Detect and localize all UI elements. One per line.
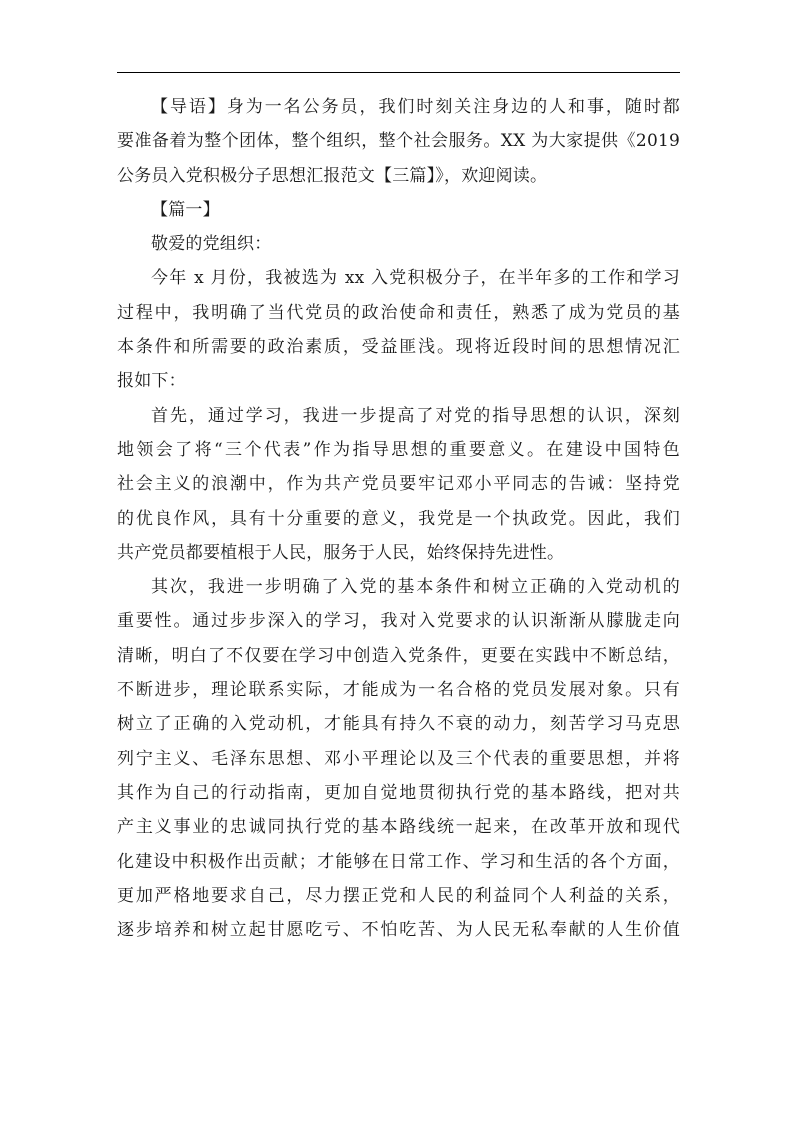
paragraph-3-line-1: 其次，我进一步明确了入党的基本条件和树立正确的入党动机的 [151,577,680,598]
paragraph-1 [117,261,680,398]
paragraph-3-line-10: 更加严格地要求自己，尽力摆正党和人民的利益同个人利益的关系， [117,885,680,906]
section-heading-text: 【篇一】 [151,199,220,220]
paragraph-3-line-5: 树立了正确的入党动机，才能具有持久不衰的动力，刻苦学习马克思 [117,714,680,735]
paragraph-3-line-2: 重要性。通过步步深入的学习，我对入党要求的认识渐渐从朦胧走向 [117,611,680,632]
paragraph-2-line-3: 社会主义的浪潮中，作为共产党员要牢记邓小平同志的告诫：坚持党 [117,474,680,495]
paragraph-2-line-5: 共产党员都要植根于人民，服务于人民，始终保持先进性。 [117,542,565,563]
paragraph-2-line-1: 首先，通过学习，我进一步提高了对党的指导思想的认识，深刻 [151,405,680,426]
intro-line-3: 公务员入党积极分子思想汇报范文【三篇】》，欢迎阅读。 [117,165,548,186]
paragraph-2 [117,399,680,570]
paragraph-1-line-3: 本条件和所需要的政治素质，受益匪浅。现将近段时间的思想情况汇 [117,337,680,358]
paragraph-2-line-4: 的优良作风，具有十分重要的意义，我党是一个执政党。因此，我们 [117,508,680,529]
header-rule [117,72,680,73]
paragraph-3-line-3: 清晰，明白了不仅要在学习中创造入党条件，更要在实践中不断总结， [117,645,680,666]
document-body [117,90,680,947]
paragraph-2-line-2: 地领会了将“三个代表”作为指导思想的重要意义。在建设中国特色 [117,439,680,460]
salutation [117,227,680,261]
paragraph-3-line-11: 逐步培养和树立起甘愿吃亏、不怕吃苦、为人民无私奉献的人生价值 [117,920,680,941]
intro-line-2: 要准备着为整个团体，整个组织，整个社会服务。XX 为大家提供《2019 [117,131,680,152]
paragraph-3-line-9: 化建设中积极作出贡献；才能够在日常工作、学习和生活的各个方面， [117,851,680,872]
salutation-text: 敬爱的党组织： [151,234,272,255]
paragraph-3-line-8: 产主义事业的忠诚同执行党的基本路线统一起来，在改革开放和现代 [117,817,680,838]
intro-paragraph [117,90,680,193]
intro-line-1: 【导语】身为一名公务员，我们时刻关注身边的人和事，随时都 [151,97,680,117]
paragraph-1-line-1: 今年 x 月份，我被选为 xx 入党积极分子，在半年多的工作和学习 [151,268,680,289]
paragraph-3-line-4: 不断进步，理论联系实际，才能成为一名合格的党员发展对象。只有 [117,680,680,701]
paragraph-3-line-6: 列宁主义、毛泽东思想、邓小平理论以及三个代表的重要思想，并将 [117,748,680,769]
paragraph-3-line-7: 其作为自己的行动指南，更加自觉地贯彻执行党的基本路线，把对共 [117,782,680,803]
paragraph-1-line-2: 过程中，我明确了当代党员的政治使命和责任，熟悉了成为党员的基 [117,302,680,323]
section-heading [117,193,680,227]
paragraph-1-line-4: 报如下： [117,371,186,392]
paragraph-3 [117,570,680,947]
